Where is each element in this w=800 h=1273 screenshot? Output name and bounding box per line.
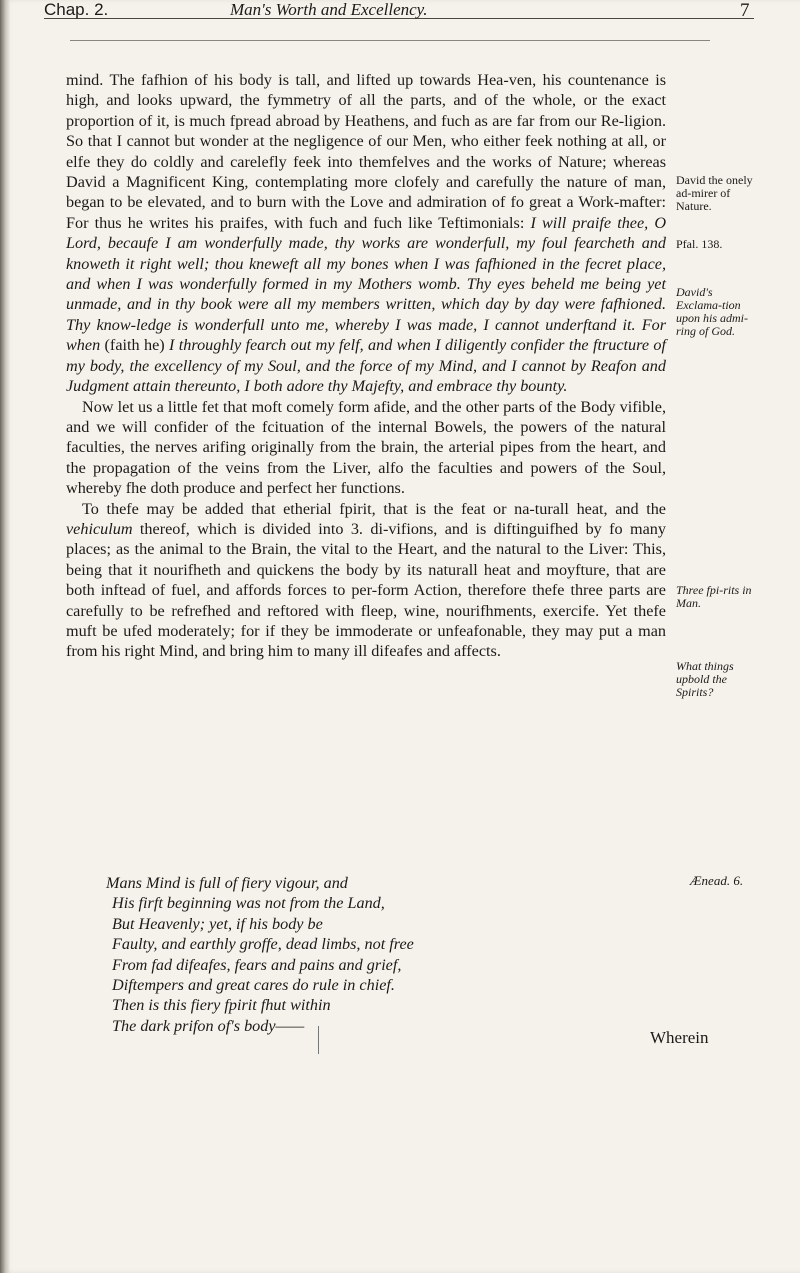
verse-line: The dark prifon of's body——	[112, 1016, 305, 1035]
paragraph-3-text-b: thereof, which is divided into 3. di-vifions, and is diftinguifhed by fo many places; as the animal to the Brain, the vital to the Heart, and the natural to the Liver: This, being that it nourifheth and quickens the body by its naturall heat and moyfture, that are both inftead of fuel, and affords forces to per-form Action, therefore thefe three parts are carefully to be refrefhed and reftored with fleep, wine, nourifhments, exercife. Yet thefe muft be ufed moderately; for if they be immoderate or unfeafonable, they may put a man from his right Mind, and bring him to many ill difeafes and affects.	[66, 519, 666, 661]
verse-line: Mans Mind is full of fiery vigour, and	[106, 874, 348, 892]
paragraph-3	[66, 499, 666, 662]
psalm-aside: (faith he)	[100, 336, 170, 355]
margin-note-exclamation: David's Exclama-tion upon his admi-ring of God.	[676, 285, 748, 338]
margin-note-psalm: Pfal. 138.	[676, 237, 723, 251]
margin-note-aeneid: Ænead. 6.	[690, 873, 744, 888]
verse-block	[106, 873, 666, 1036]
psalm-quote-continued: I throughly fearch out my felf, and when I diligently confider the ftructure of my body, the excellency of my Soul, and the force of my Mind, and I cannot by Reafon and Judgment attain thereunto, I both adore thy Majefty, and embrace thy bounty.	[66, 336, 666, 396]
verse-line: From fad difeafes, fears and pains and grief,	[112, 955, 402, 974]
paragraph-1-text: mind. The fafhion of his body is tall, and lifted up towards Hea-ven, his countenance is high, and looks upward, the fymmetry of all the parts, and of the whole, or the exact proportion of it, is much fpread abroad by Heathens, and fuch as are far from our Re-ligion. So that I cannot but wonder at the negligence of our Men, who either feek nothing at all, or elfe they do coldly and carelefly feek into themfelves and the works of Nature; whereas David a Magnificent King, contemplating more clofely and carefully the nature of man, began to be elevated, and to burn with the Love and admiration of fo great a Work-mafter: For thus he writes his praifes, with fuch and fuch like Teftimonials:	[66, 71, 666, 232]
verse-line: His firft beginning was not from the Land,	[112, 894, 385, 913]
text-rule	[70, 40, 710, 41]
page-number: 7	[740, 0, 750, 21]
running-title: Man's Worth and Excellency.	[230, 0, 428, 19]
paragraph-1	[66, 70, 666, 397]
binding-shadow	[0, 0, 10, 1273]
paragraph-3-text-a: To thefe may be added that etherial fpirit, that is the feat or na-turall heat, and the	[82, 499, 666, 518]
paragraph-3-italic: vehiculum	[66, 519, 133, 538]
ink-mark	[318, 1026, 325, 1054]
paragraph-2: Now let us a little fet that moft comely form afide, and the other parts of the Body vifible, and we will confider of the fcituation of the internal Bowels, the powers of the natural faculties, the nerves arifing originally from the brain, the arterial pipes from the heart, and the propagation of the veins from the Liver, alfo the faculties and powers of the Soul, whereby fhe doth produce and perfect her functions.	[66, 397, 666, 498]
main-text	[66, 70, 666, 662]
margin-note-what-things: What things upbold the Spirits?	[676, 659, 734, 699]
margin-note-david: David the onely ad-mirer of Nature.	[676, 173, 753, 213]
verse-line: Faulty, and earthly groffe, dead limbs, not free	[112, 935, 414, 954]
verse-line: But Heavenly; yet, if his body be	[112, 914, 323, 933]
verse-line: Then is this fiery fpirit fhut within	[112, 996, 331, 1015]
margin-note-three-spirits: Three fpi-rits in Man.	[676, 583, 752, 610]
psalm-quote: I will praife thee, O Lord, becaufe I am wonderfully made, thy works are wonderfull, my foul fearcheth and knoweth it right well; thou kneweft all my bones when I was fafhioned in the fecret place, and when I was wonderfully formed in my Mothers womb. Thy eyes beheld me being yet unmade, and in thy book were all my members written, which day by day were fafhioned. Thy know-ledge is wonderfull unto me, whereby I was made, I cannot underftand it. For when	[66, 213, 667, 355]
catchword: Wherein	[650, 1028, 709, 1047]
verse-line: Diftempers and great cares do rule in chief.	[112, 976, 395, 995]
chapter-label: Chap. 2.	[44, 0, 109, 19]
